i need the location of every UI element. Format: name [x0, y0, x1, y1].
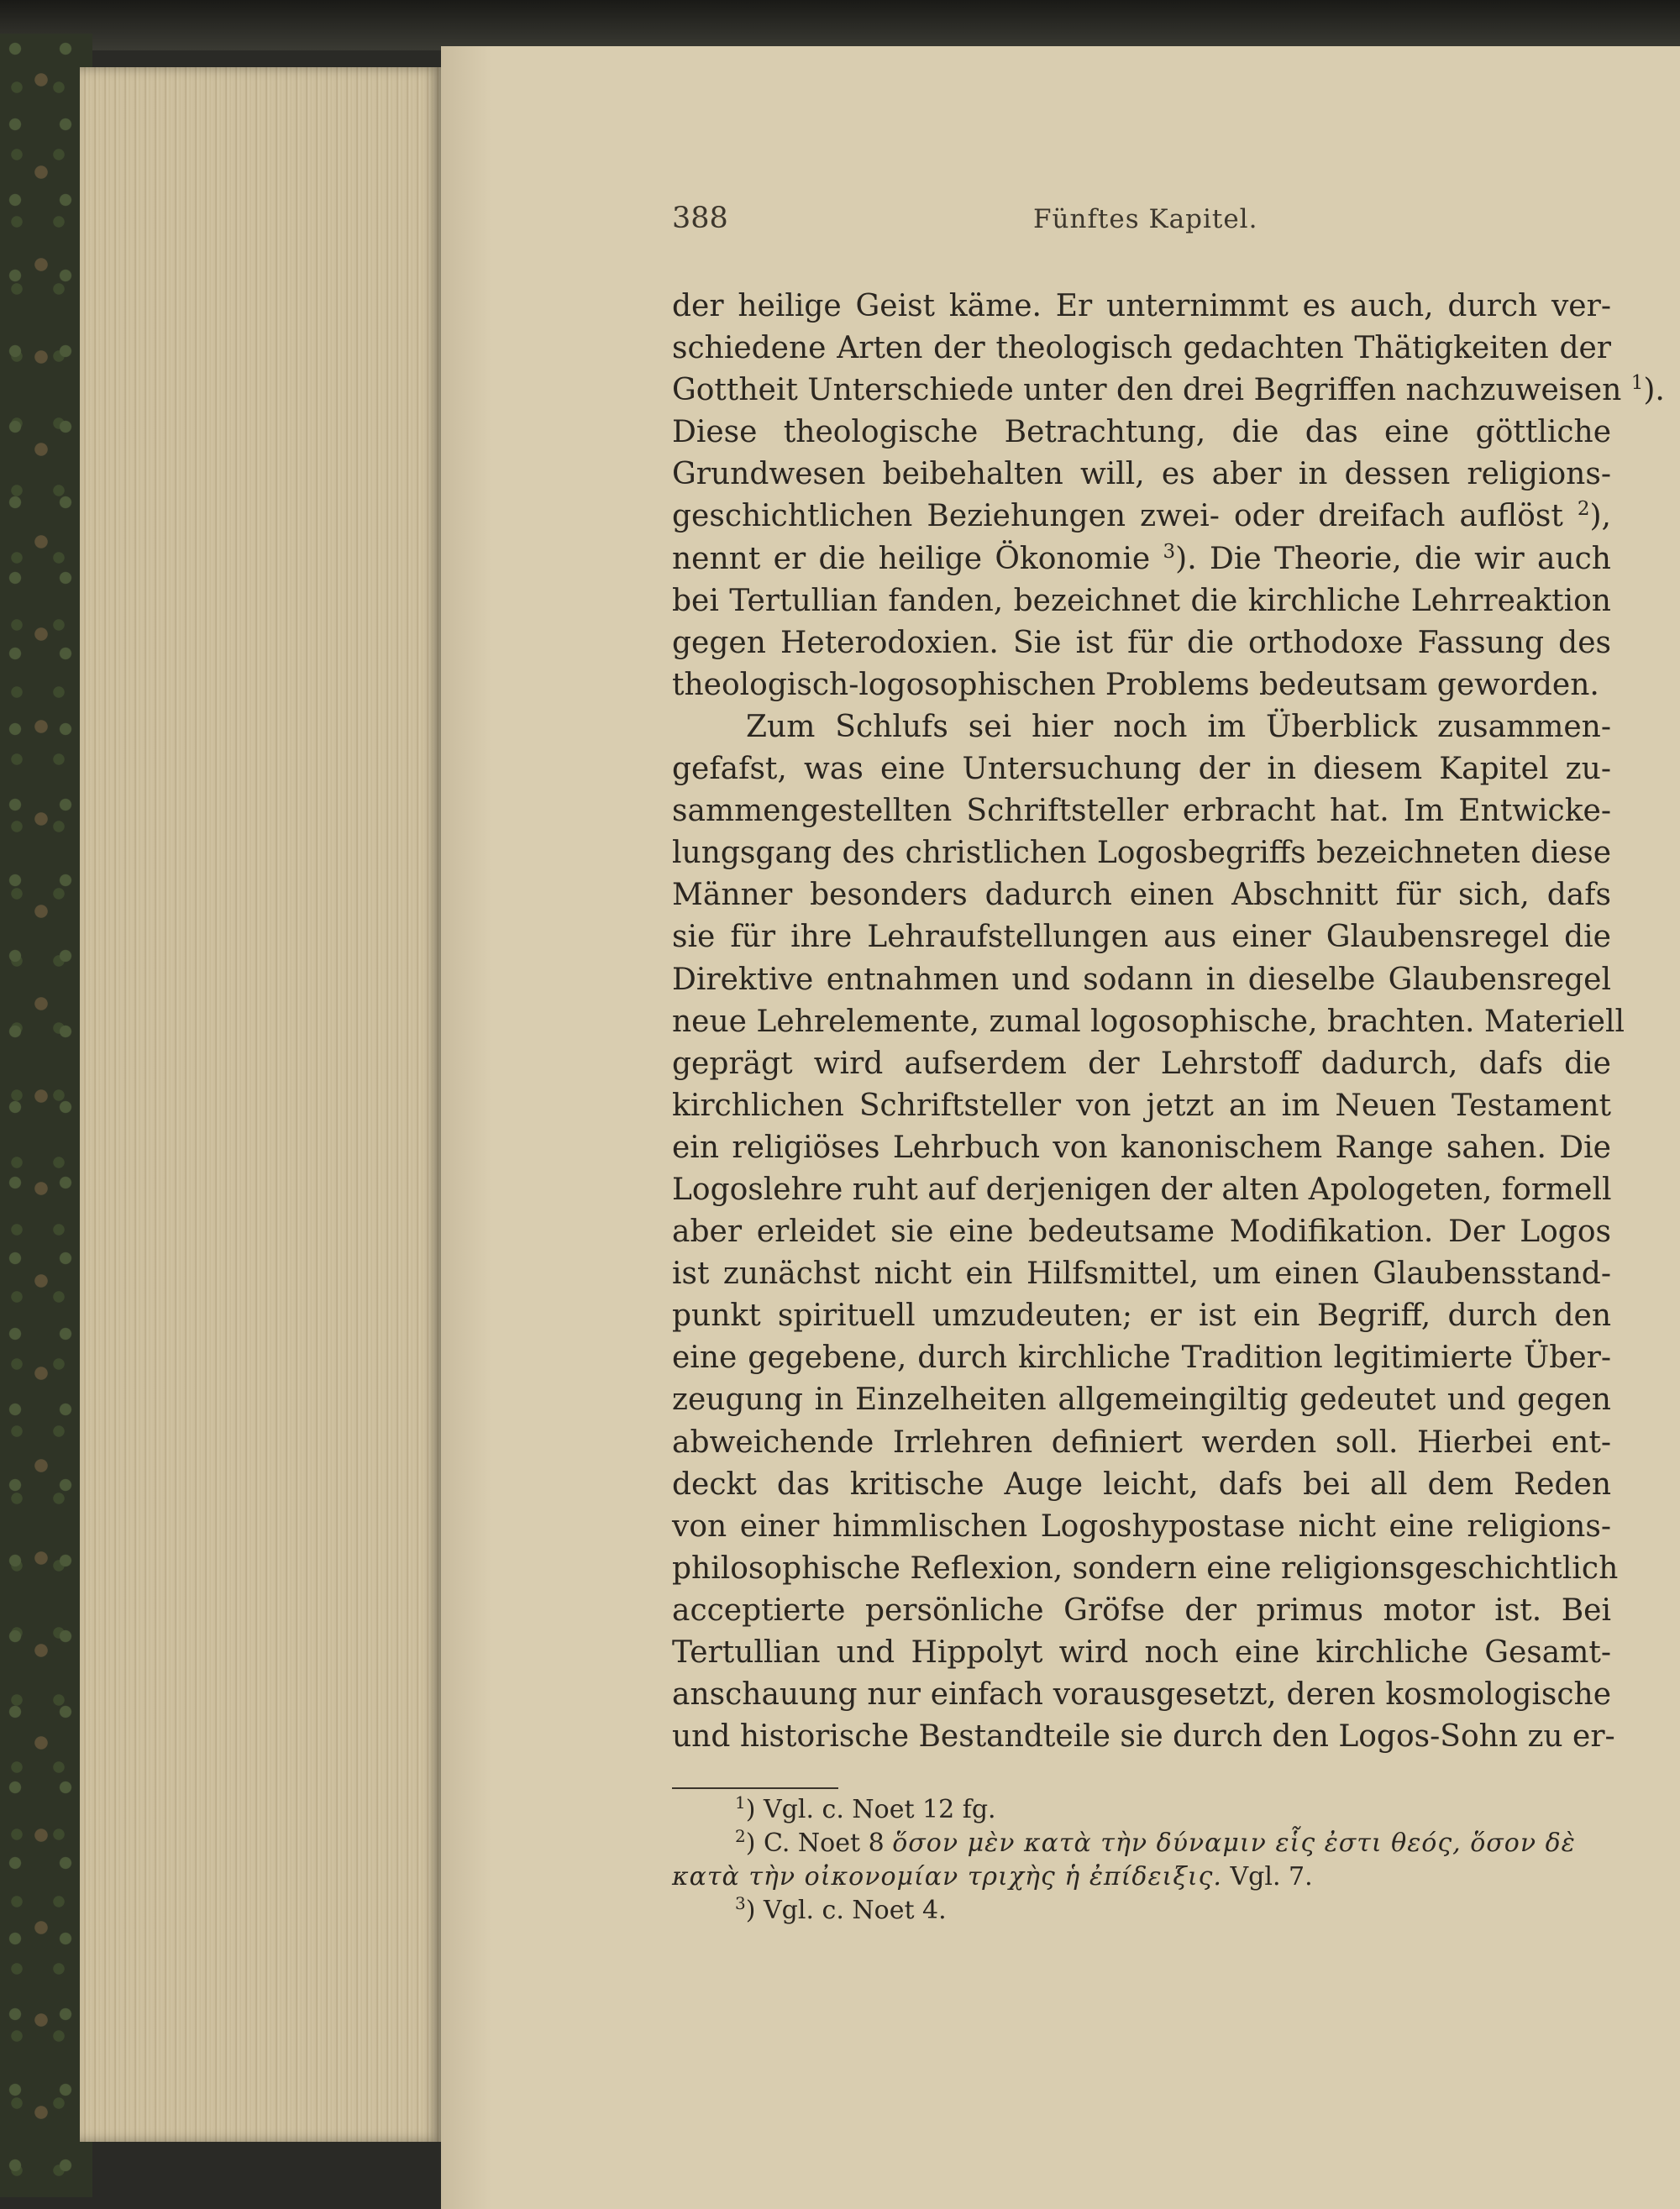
text-line: ist zunächst nicht ein Hilfsmittel, um einen Glaubensstand- [672, 1257, 1611, 1292]
footnotes [672, 1793, 1611, 1928]
text-line: aber erleidet sie eine bedeutsame Modifikation. Der Logos [672, 1215, 1611, 1250]
page-number: 388 [672, 202, 728, 235]
text-line: geschichtlichen Beziehungen zwei- oder dreifach auflöst $^2$), [672, 498, 1611, 534]
footnote-rule [672, 1787, 838, 1789]
text-line: theologisch-logosophischen Problems bedeutsam geworden. [672, 667, 1599, 702]
footnote-2: $^2$) C. Noet 8 ὅσον μὲν κατὰ τὴν δύναμιν εἷς ἐστι θεός, ὅσον δὲ [735, 1826, 1576, 1858]
footnote-2-cont: κατὰ τὴν οἰκονομίαν τριχὴς ἡ ἐπίδειξις. Vgl. 7. [672, 1862, 1313, 1892]
text-line: geprägt wird aufserdem der Lehrstoff dadurch, dafs die [672, 1046, 1611, 1081]
text-line: deckt das kritische Auge leicht, dafs bei all dem Reden [672, 1467, 1611, 1502]
text-line: schiedene Arten der theologisch gedachten Thätigkeiten der [672, 331, 1611, 366]
text-line: Diese theologische Betrachtung, die das eine göttliche [672, 415, 1611, 450]
text-line: bei Tertullian fanden, bezeichnet die kirchliche Lehrreaktion [672, 583, 1611, 618]
footnote-ref: 3 [1163, 540, 1176, 563]
text-line: neue Lehrelemente, zumal logosophische, brachten. Materiell [672, 1004, 1625, 1039]
text-line: Tertullian und Hippolyt wird noch eine kirchliche Gesamt- [672, 1635, 1611, 1670]
text-line: Männer besonders dadurch einen Abschnitt für sich, dafs [672, 878, 1611, 913]
footnote-3: $^3$) Vgl. c. Noet 4. [735, 1893, 947, 1925]
text-line: abweichende Irrlehren definiert werden soll. Hierbei ent- [672, 1425, 1611, 1460]
text-line: von einer himmlischen Logoshypostase nicht eine religions- [672, 1509, 1611, 1544]
text-line: Logoslehre ruht auf derjenigen der alten Apologeten, formell [672, 1172, 1612, 1207]
footnote-ref: 1 [1630, 372, 1644, 395]
text-line: Zum Schlufs sei hier noch im Überblick zusammen- [746, 709, 1611, 744]
text-line: eine gegebene, durch kirchliche Tradition legitimierte Über- [672, 1341, 1611, 1376]
background-edge [0, 0, 1680, 50]
text-line: anschauung nur einfach vorausgesetzt, deren kosmologische [672, 1677, 1611, 1713]
text-line: und historische Bestandteile sie durch den Logos-Sohn zu er- [672, 1719, 1615, 1755]
footnote-1: $^1$) Vgl. c. Noet 12 fg. [735, 1792, 996, 1824]
text-line: philosophische Reflexion, sondern eine religionsgeschichtlich [672, 1550, 1619, 1586]
text-line: acceptierte persönliche Gröfse der primus motor ist. Bei [672, 1592, 1611, 1628]
text-line: Gottheit Unterschiede unter den drei Begriffen nachzuweisen $^1$). [672, 372, 1665, 408]
text-line: zeugung in Einzelheiten allgemeingiltig gedeutet und gegen [672, 1383, 1611, 1418]
text-line: kirchlichen Schriftsteller von jetzt an im Neuen Testament [672, 1088, 1611, 1123]
text-line: Direktive entnahmen und sodann in dieselbe Glaubensregel [672, 962, 1611, 997]
body-text [672, 286, 1665, 1758]
page-header [672, 202, 1613, 252]
text-line: punkt spirituell umzudeuten; er ist ein Begriff, durch den [672, 1299, 1611, 1334]
text-line: gefafst, was eine Untersuchung der in diesem Kapitel zu- [672, 752, 1611, 787]
text-line: der heilige Geist käme. Er unternimmt es auch, durch ver- [672, 289, 1611, 323]
running-head: Fünftes Kapitel. [1033, 204, 1258, 234]
text-line: nennt er die heilige Ökonomie $^3$). Die Theorie, die wir auch [672, 540, 1611, 576]
book-cover-edge [0, 34, 92, 2197]
text-line: ein religiöses Lehrbuch von kanonischem Range sahen. Die [672, 1130, 1611, 1165]
footnote-ref: 2 [1577, 498, 1590, 521]
text-line: sammengestellten Schriftsteller erbracht hat. Im Entwicke- [672, 794, 1611, 829]
text-line: sie für ihre Lehraufstellungen aus einer Glaubensregel die [672, 920, 1611, 955]
page-stack [80, 67, 441, 2142]
text-line: gegen Heterodoxien. Sie ist für die orthodoxe Fassung des [672, 625, 1611, 660]
text-line: Grundwesen beibehalten will, es aber in dessen religions- [672, 457, 1611, 492]
text-line: lungsgang des christlichen Logosbegriffs bezeichneten diese [672, 836, 1611, 871]
